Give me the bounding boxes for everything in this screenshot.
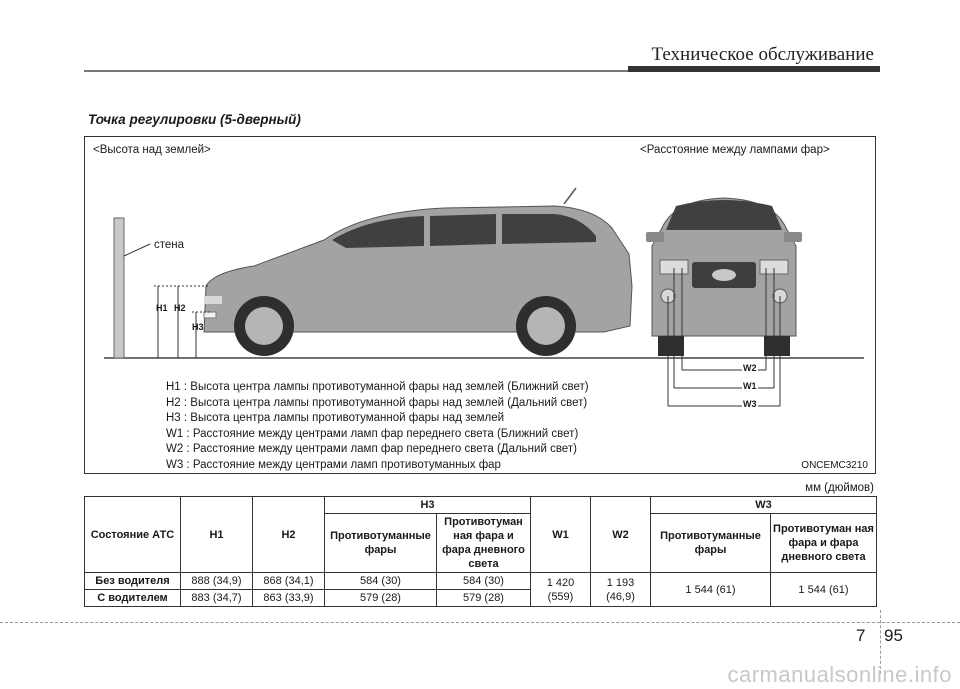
watermark: carmanualsonline.info (727, 662, 952, 687)
section-title: Точка регулировки (5-дверный) (88, 112, 301, 127)
dim-h3-label: H3 (192, 322, 204, 332)
cell-state: Без водителя (85, 573, 181, 590)
cell-h3-fog-drl: 584 (30) (437, 573, 531, 590)
wall-label: стена (154, 239, 185, 251)
wall (114, 218, 124, 358)
footer-rule (0, 622, 960, 623)
dim-w1-label: W1 (743, 381, 757, 391)
figure-legend (166, 380, 589, 473)
th-w1: W1 (531, 497, 591, 573)
figure-code: ONCEMC3210 (801, 460, 868, 471)
car-side-view (204, 188, 632, 356)
dim-h2-label: H2 (174, 303, 186, 313)
table-row (85, 573, 877, 590)
cell-w3-fog-drl: 1 544 (61) (771, 573, 877, 607)
th-state: Состояние АТС (85, 497, 181, 573)
th-w3: W3 (651, 497, 877, 514)
th-h1: H1 (181, 497, 253, 573)
cell-w3-fog: 1 544 (61) (651, 573, 771, 607)
th-h3-fog: Противотуманные фары (325, 514, 437, 573)
cell-h2: 868 (34,1) (253, 573, 325, 590)
th-w2: W2 (591, 497, 651, 573)
cell-w2: 1 193 (46,9) (591, 573, 651, 607)
units-note: мм (дюймов) (805, 482, 874, 494)
cell-h1: 883 (34,7) (181, 590, 253, 607)
label-ground-height: <Высота над землей> (93, 144, 211, 156)
adjustment-table (84, 496, 877, 607)
th-h2: H2 (253, 497, 325, 573)
legend-h2: H2 : Высота центра лампы противотуманной фары над землей (Дальний свет) (166, 396, 588, 409)
th-h3-fog-drl: Противотуман ная фара и фара дневного света (437, 514, 531, 573)
th-w3-fog: Противотуманные фары (651, 514, 771, 573)
cell-h2: 863 (33,9) (253, 590, 325, 607)
legend-h1: H1 : Высота центра лампы противотуманной фары над землей (Ближний свет) (166, 381, 589, 393)
cell-h1: 888 (34,9) (181, 573, 253, 590)
legend-w1: W1 : Расстояние между центрами ламп фар переднего света (Ближний свет) (166, 427, 579, 440)
cell-h3-fog: 584 (30) (325, 573, 437, 590)
dim-w2-label: W2 (743, 363, 757, 373)
label-lamp-distance: <Расстояние между лампами фар> (640, 144, 830, 156)
cell-h3-fog: 579 (28) (325, 590, 437, 607)
cell-w1: 1 420 (559) (531, 573, 591, 607)
th-w3-fog-drl: Противотуман ная фара и фара дневного света (771, 514, 877, 573)
dim-w3-label: W3 (743, 399, 757, 409)
header-rule-accent (628, 66, 880, 72)
running-header: Техническое обслуживание (651, 44, 874, 65)
legend-w2: W2 : Расстояние между центрами ламп фар переднего света (Дальний свет) (166, 443, 577, 455)
cell-state: С водителем (85, 590, 181, 607)
car-front-view (646, 198, 802, 356)
dim-h1-label: H1 (156, 303, 168, 313)
th-h3: H3 (325, 497, 531, 514)
legend-h3: H3 : Высота центра лампы противотуманной фары над землей (166, 412, 505, 424)
legend-w3: W3 : Расстояние между центрами ламп противотуманных фар (166, 458, 501, 471)
cell-h3-fog-drl: 579 (28) (437, 590, 531, 607)
chapter-number: 7 (856, 626, 866, 645)
wall-leader (124, 244, 150, 256)
page-number: 95 (884, 626, 903, 645)
